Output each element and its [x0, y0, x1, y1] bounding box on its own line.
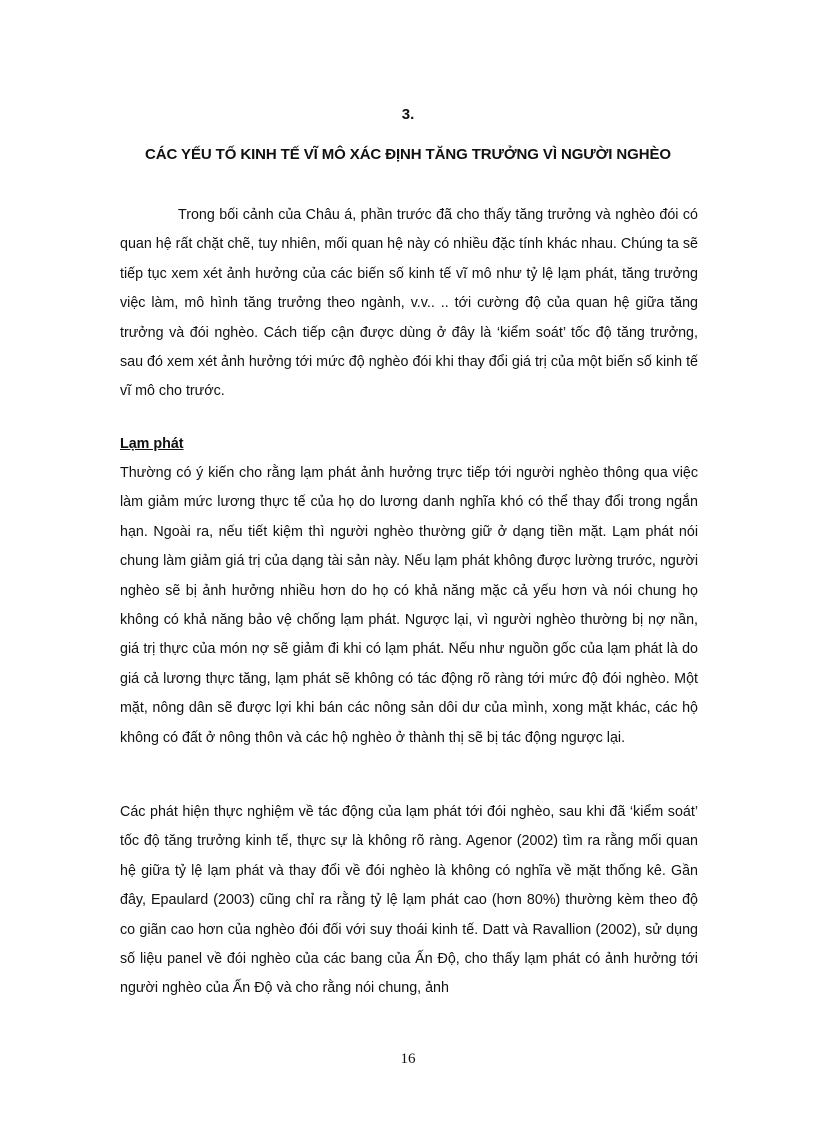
inflation-paragraph-2: Các phát hiện thực nghiệm về tác động của lạm phát tới đói nghèo, sau khi đã ‘kiểm soát’ tốc độ tăng trưởng kinh tế, thực sự là không rõ ràng. Agenor (2002) tìm ra rằng mối quan hệ giữa tỷ lệ lạm phát và thay đổi về đói nghèo là không có nghĩa về mặt thống kê. Gần đây, Epaulard (2003) cũng chỉ ra rằng tỷ lệ lạm phát cao (hơn 80%) thường kèm theo độ co giãn cao hơn của nghèo đói đối với suy thoái kinh tế. Datt và Ravallion (2002), sử dụng số liệu panel về đói nghèo của các bang của Ấn Độ, cho thấy lạm phát có ảnh hưởng tới người nghèo của Ấn Độ và cho rằng nói chung, ảnh	[120, 804, 698, 997]
intro-paragraph: Trong bối cảnh của Châu á, phần trước đã cho thấy tăng trưởng và nghèo đói có quan hệ rất chặt chẽ, tuy nhiên, mối quan hệ này có nhiều đặc tính khác nhau. Chúng ta sẽ tiếp tục xem xét ảnh hưởng của các biến số kinh tế vĩ mô như tỷ lệ lạm phát, tăng trưởng việc làm, mô hình tăng trưởng theo ngành, v.v.. .. tới cường độ của quan hệ giữa tăng trưởng và đói nghèo. Cách tiếp cận được dùng ở đây là ‘kiểm soát’ tốc độ tăng trưởng, sau đó xem xét ảnh hưởng tới mức độ nghèo đói khi thay đổi giá trị của một biến số kinh tế vĩ mô cho trước.	[120, 207, 698, 400]
subsection-heading: Lạm phát	[120, 436, 184, 452]
section-title: CÁC YẾU TỐ KINH TẾ VĨ MÔ XÁC ĐỊNH TĂNG TRƯỞNG VÌ NGƯỜI NGHÈO	[145, 146, 671, 163]
section-number: 3.	[401, 106, 415, 123]
inflation-paragraph-1: Thường có ý kiến cho rằng lạm phát ảnh hưởng trực tiếp tới người nghèo thông qua việc làm giảm mức lương thực tế của họ do lương danh nghĩa khó có thể thay đổi trong ngắn hạn. Ngoài ra, nếu tiết kiệm thì người nghèo thường giữ ở dạng tiền mặt. Lạm phát nói chung làm giảm giá trị của dạng tài sản này. Nếu lạm phát không được lường trước, người nghèo sẽ bị ảnh hưởng nhiều hơn do họ có khả năng mặc cả yếu hơn và nói chung họ không có khả năng bảo vệ chống lạm phát. Ngược lại, vì người nghèo thường bị nợ nần, giá trị thực của món nợ sẽ giảm đi khi có lạm phát. Nếu như nguồn gốc của lạm phát là do giá cả lương thực tăng, lạm phát sẽ không có tác động rõ ràng tới mức độ đói nghèo. Một mặt, nông dân sẽ được lợi khi bán các nông sản dôi dư của mình, xong mặt khác, các hộ không có đất ở nông thôn và các hộ nghèo ở thành thị sẽ bị tác động ngược lại.	[120, 465, 698, 746]
page-number: 16	[400, 1051, 416, 1067]
